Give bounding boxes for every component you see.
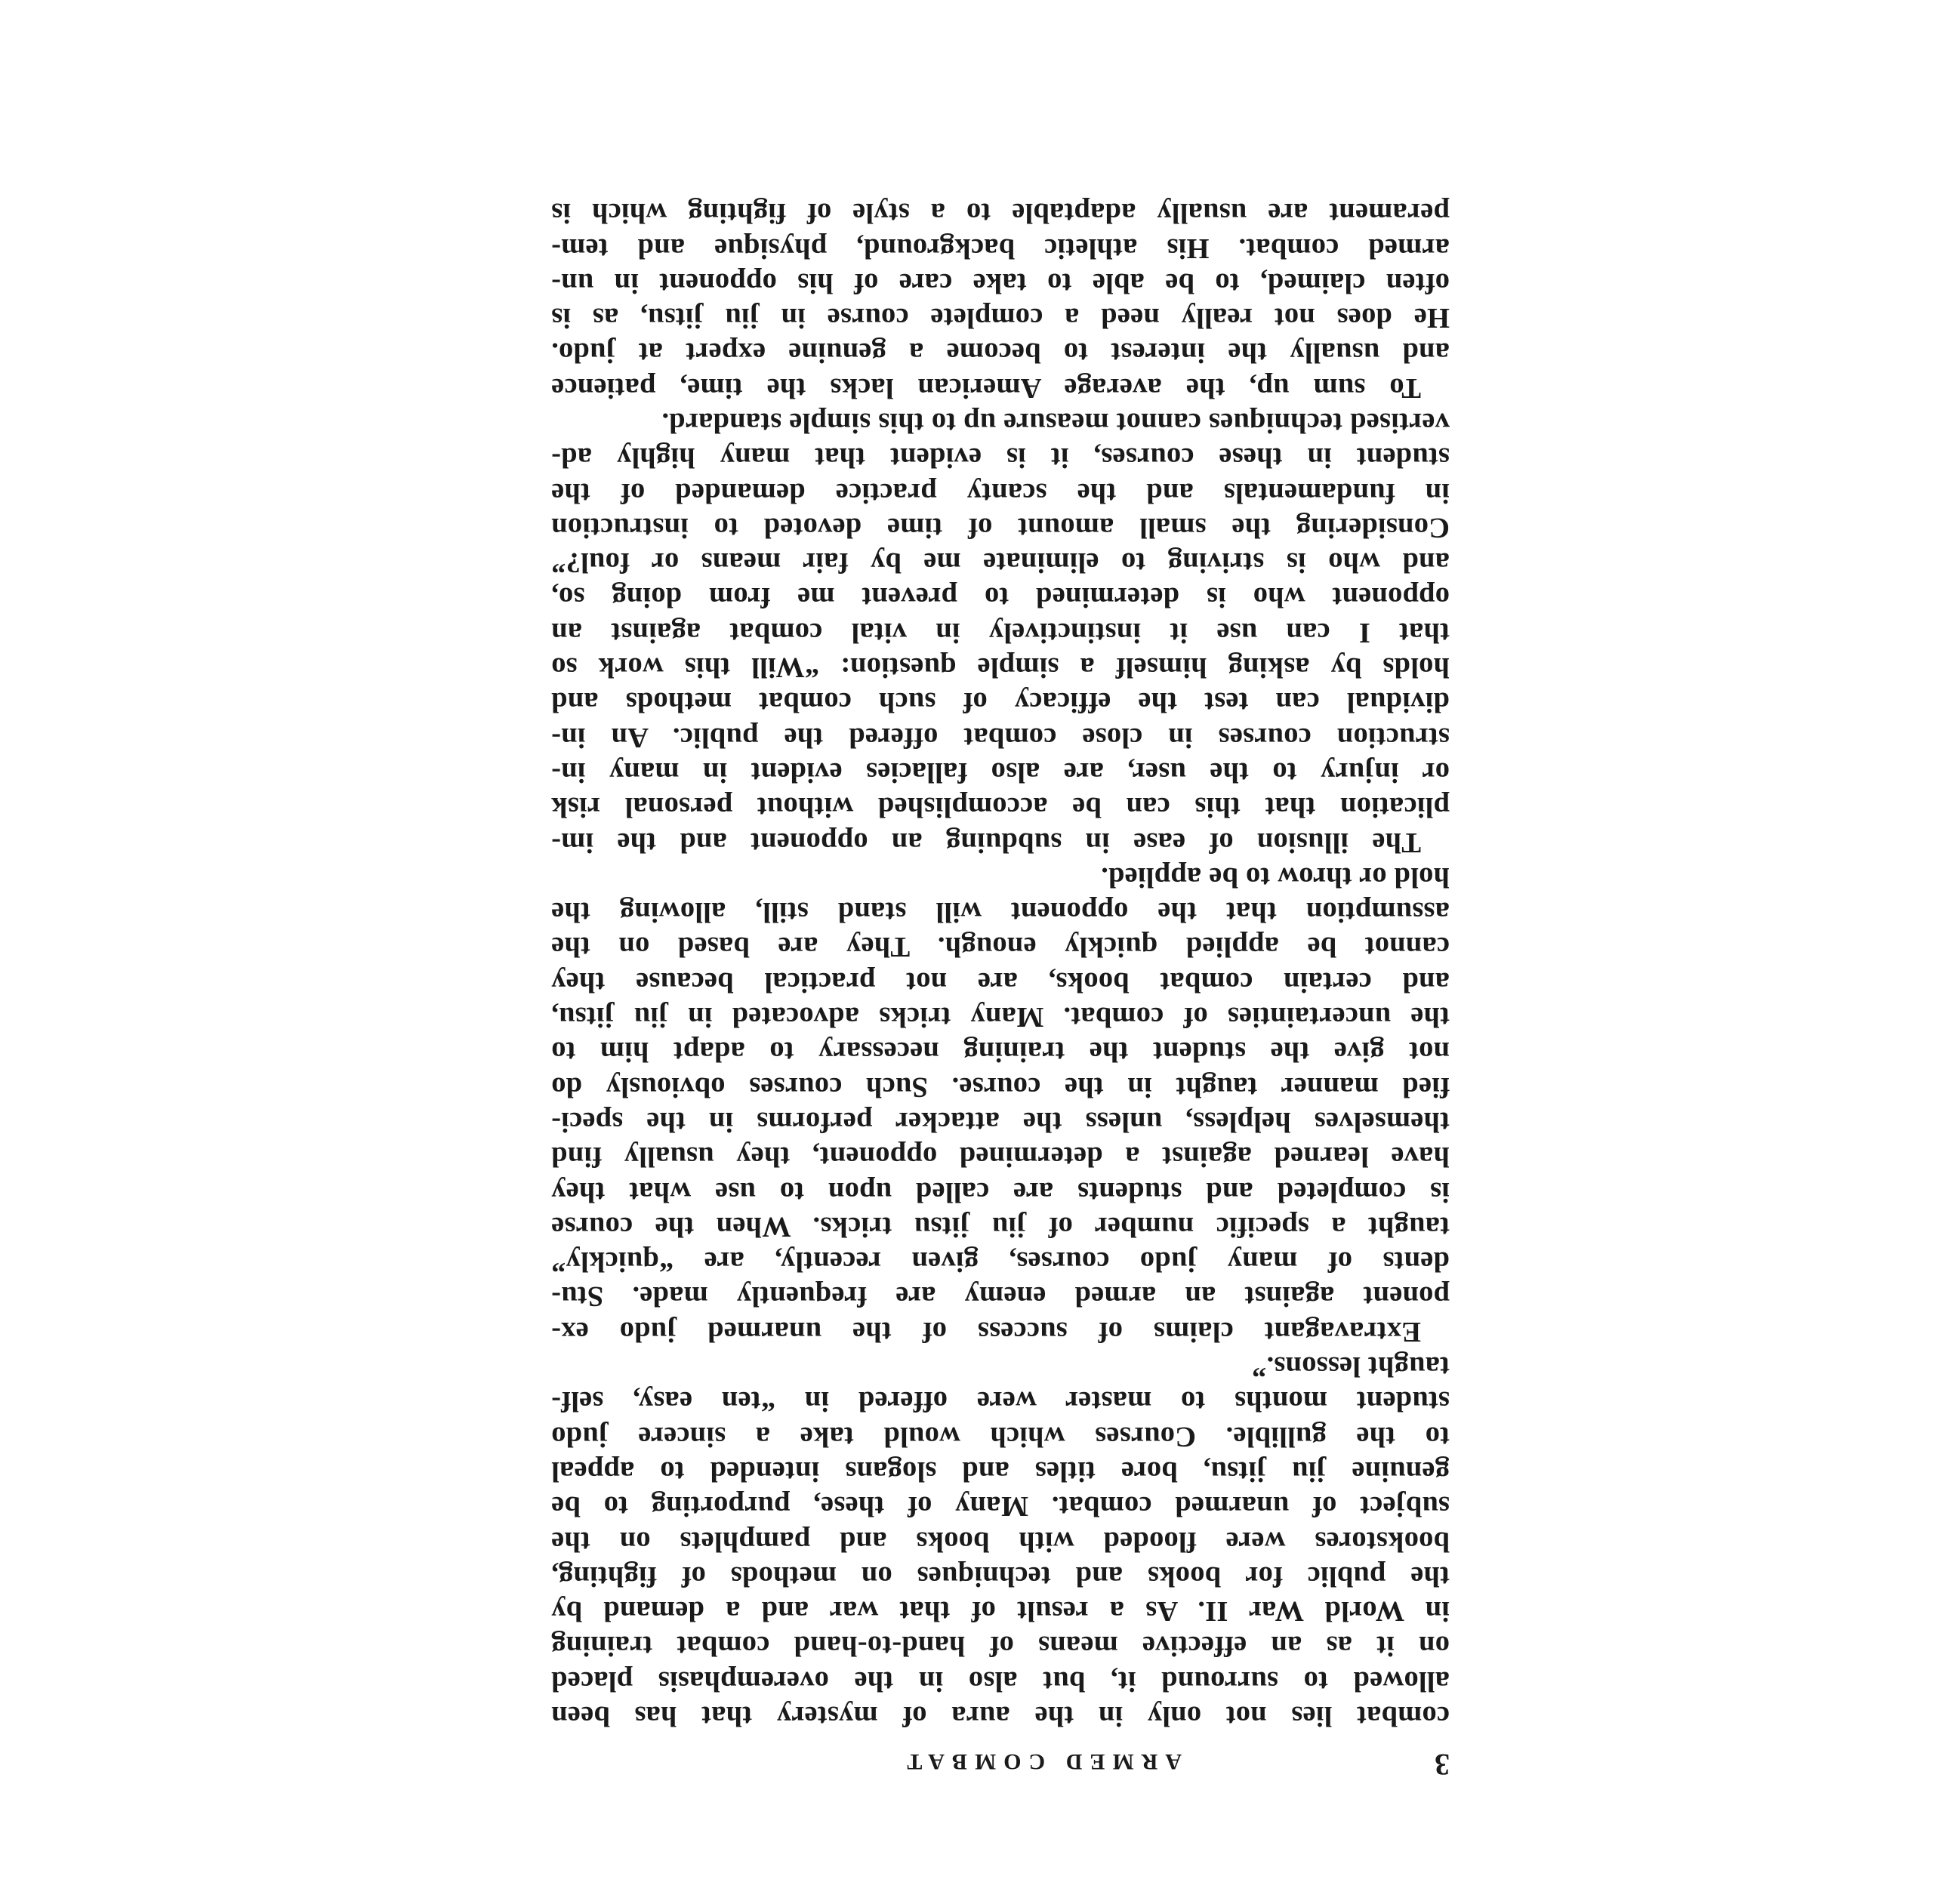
text-line: and certain combat books, are not practical because they xyxy=(551,966,1450,998)
text-line: not give the student the training necessary to adapt him to xyxy=(551,1036,1450,1068)
text-line: is completed and students are called upon to use what they xyxy=(551,1175,1450,1208)
text-line: bookstores were flooded with books and pamphlets on the xyxy=(551,1525,1450,1557)
text-line: armed combat. His athletic background, physique and tem- xyxy=(551,232,1450,264)
text-line: or injury to the user, are also fallacies evident in many in- xyxy=(551,756,1450,788)
text-line: Extravagant claims of success of the unarmed judo ex- xyxy=(551,1315,1421,1348)
text-line: combat lies not only in the aura of mystery that has been xyxy=(551,1700,1450,1732)
body-text xyxy=(551,196,1450,1733)
text-line: have learned against a determined opponent, they usually find xyxy=(551,1141,1450,1173)
text-line: genuine jiu jitsu, bore titles and slogans intended to appeal xyxy=(551,1455,1450,1487)
text-line: allowed to surround it, but also in the overemphasis placed xyxy=(551,1665,1450,1697)
text-line: the uncertainties of combat. Many tricks advocated in jiu jitsu, xyxy=(551,1001,1450,1034)
text-line: that I can use it instinctively in vital combat against an xyxy=(551,616,1450,649)
text-line: and who is striving to eliminate me by fair means or foul?” xyxy=(551,547,1450,579)
text-line: subject of unarmed combat. Many of these, purporting to be xyxy=(551,1490,1450,1523)
running-title: ARMED COMBAT xyxy=(899,1749,1182,1774)
text-line: cannot be applied quickly enough. They are based on the xyxy=(551,931,1450,963)
running-head xyxy=(551,1733,1450,1782)
text-line: student months to master were offered in “ten easy, self- xyxy=(551,1385,1450,1418)
text-line: to the gullible. Courses which would take a sincere judo xyxy=(551,1420,1450,1453)
text-line: in fundamentals and the scanty practice demanded of the xyxy=(551,476,1450,509)
text-line: He does not really need a complete course in jiu jitsu, as is xyxy=(551,302,1450,334)
text-line: student in these courses, it is evident that many highly ad- xyxy=(551,442,1450,474)
text-line: often claimed, to be able to take care of his opponent in un- xyxy=(551,266,1450,299)
text-line: on it as an effective means of hand-to-hand combat training xyxy=(551,1630,1450,1662)
text-line: fied manner taught in the course. Such courses obviously do xyxy=(551,1071,1450,1103)
text-line: dents of many judo courses, given recently, are “quickly” xyxy=(551,1246,1450,1278)
text-line: plication that this can be accomplished without personal risk xyxy=(551,791,1450,824)
text-line: and usually the interest to become a genuine expert at judo. xyxy=(551,337,1450,369)
text-line: taught a specific number of jiu jitsu tricks. When the course xyxy=(551,1210,1450,1243)
text-line: perament are usually adaptable to a style of fighting which is xyxy=(551,197,1450,230)
text-line: the public for books and techniques on methods of fighting, xyxy=(551,1560,1450,1592)
text-line: assumption that the opponent will stand still, allowing the xyxy=(551,896,1450,929)
text-line: To sum up, the average American lacks the time, patience xyxy=(551,371,1421,404)
text-line: hold or throw to be applied. xyxy=(1101,861,1450,893)
text-line: taught lessons.” xyxy=(1251,1351,1450,1383)
text-line: themselves helpless, unless the attacker performs in the speci- xyxy=(551,1105,1450,1138)
text-line: The illusion of ease in subduing an opponent and the im- xyxy=(551,826,1421,858)
text-line: ponent against an armed enemy are frequently made. Stu- xyxy=(551,1280,1450,1313)
text-line: dividual can test the efficacy of such combat methods and xyxy=(551,686,1450,719)
text-line: vertised techniques cannot measure up to this simple standard. xyxy=(661,407,1450,439)
text-line: in World War II. As a result of that war and a demand by xyxy=(551,1595,1450,1628)
text-line: holds by asking himself a simple question: “Will this work so xyxy=(551,652,1450,684)
text-line: Considering the small amount of time devoted to instruction xyxy=(551,511,1450,544)
text-block xyxy=(551,196,1450,1782)
text-line: struction courses in close combat offered the public. An in- xyxy=(551,721,1450,753)
text-line: opponent who is determined to prevent me from doing so, xyxy=(551,581,1450,614)
page-number: 3 xyxy=(1434,1748,1450,1782)
